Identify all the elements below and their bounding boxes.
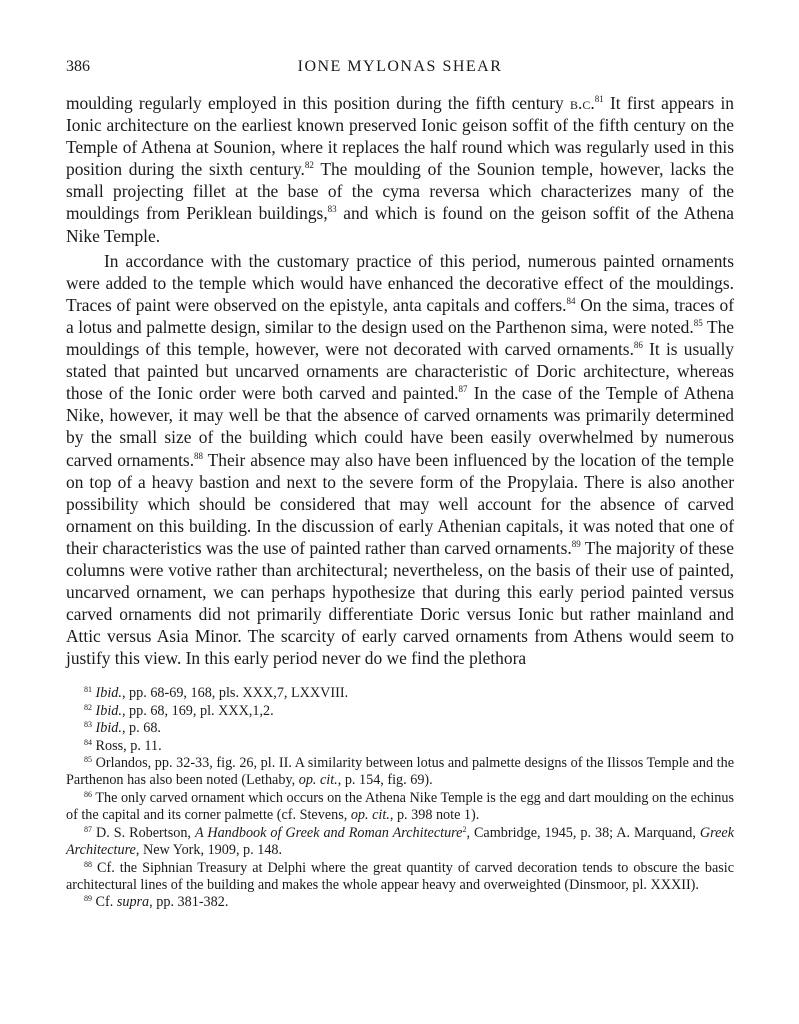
footnote-ref: 85 [693,317,703,328]
paragraph: moulding regularly employed in this position during the fifth century b.c.$^{81}$ It first appears in Ionic architecture on the earliest known preserved Ionic geison soffit of the fifth century on the Temple of Athena at Sounion, where it replaces the half round which was regularly used in this position during the sixth century.$^{82}$ The moulding of the Sounion temple, however, lacks the small projecting fillet at the base of the cyma reversa which characterizes many of the mouldings from Periklean buildings,$^{83}$ and which is found on the geison soffit of the Athena Nike Temple. [66,93,734,246]
page [66,58,734,912]
footnote-ref: 83 [327,204,337,215]
footnote-84: $^{84}$ Ross, p. 11. [84,737,162,754]
page-number: 386 [66,58,90,75]
italic-text: op. cit. [298,772,338,789]
footnote-number: 85 [84,755,92,765]
footnote-number: 81 [84,685,92,695]
footnotes [66,685,734,911]
footnote-ref: 81 [594,94,604,104]
footnote-number: 82 [84,702,92,712]
footnote-82: $^{82}$ Ibid., pp. 68, 169, pl. XXX,1,2. [84,702,274,719]
footnote-89: $^{89}$ Cf. supra, pp. 381-382. [84,894,229,911]
italic-text: supra [116,894,150,911]
footnote-number: 83 [84,720,92,730]
small-caps-text: b.c. [570,93,595,113]
footnote-ref: 87 [458,384,468,395]
footnote-86: $^{86}$ The only carved ornament which occurs on the Athena Nike Temple is the egg and dart moulding on the echinus of the capital and its corner palmette (cf. Stevens, op. cit., p. 398 note 1). [66,789,735,824]
footnote-number: 87 [84,824,92,834]
footnote-ref: 82 [304,160,314,171]
footnote-ref: 86 [633,340,643,351]
italic-text: op. cit. [350,807,390,824]
footnote-ref: 2 [462,824,467,834]
body-text [66,92,734,669]
footnote-85: $^{85}$ Orlandos, pp. 32-33, fig. 26, pl. II. A similarity between lotus and palmette designs of the Ilissos Temple and the Parthenon has also been noted (Lethaby, op. cit., p. 154, fig. 69). [66,755,735,789]
running-head [66,58,734,84]
italic-text: A Handbook of Greek and Roman Architecture [194,824,463,841]
footnote-number: 84 [84,737,92,747]
italic-text: Ibid. [95,685,122,702]
footnote-number: 88 [84,859,92,869]
footnote-ref: 89 [571,538,581,549]
footnote-81: $^{81}$ Ibid., pp. 68-69, 168, pls. XXX,7, LXXVIII. [84,685,349,702]
italic-text: Ibid. [95,702,122,719]
running-title: IONE MYLONAS SHEAR [297,58,503,75]
footnote-87: $^{87}$ D. S. Robertson, A Handbook of Greek and Roman Architecture$^2$, Cambridge, 1945, p. 38; A. Marquand, Greek Architecture, New York, 1909, p. 148. [66,824,735,859]
italic-text: Ibid. [95,720,122,737]
footnote-number: 89 [84,894,92,904]
italic-text: Greek Architecture [66,824,735,859]
paragraph: In accordance with the customary practice of this period, numerous painted ornaments were added to the temple which would have enhanced the decorative effect of the mouldings. Traces of paint were observed on the epistyle, anta capitals and coffers.$^{84}$ On the sima, traces of a lotus and palmette design, similar to the design used on the Parthenon sima, were noted.$^{85}$ The mouldings of this temple, however, were not decorated with carved ornaments.$^{86}$ It is usually stated that painted but uncarved ornaments are characteristic of Doric architecture, whereas those of the Ionic order were both carved and painted.$^{87}$ In the case of the Temple of Athena Nike, however, it may well be that the absence of carved ornaments was primarily determined by the small size of the building which could have been easily overwhelmed by numerous carved ornaments.$^{88}$ Their absence may also have been influenced by the location of the temple on top of a heavy bastion and next to the severe form of the Propylaia. There is also another possibility which should be considered that may well account for the absence of carved ornament on this building. In the discussion of early Athenian capitals, it was noted that one of their characteristics was the use of painted rather than carved ornaments.$^{89}$ The majority of these columns were votive rather than architectural; nevertheless, on the basis of their use of painted, uncarved ornament, we can perhaps hypothesize that during this early period painted versus carved ornaments did not primarily differentiate Doric versus Ionic but rather mainland and Attic versus Asia Minor. The scarcity of early carved ornaments from Athens would seem to justify this view. In this early period never do we find the plethora [66,250,735,669]
footnote-number: 86 [84,789,92,799]
footnote-88: $^{88}$ Cf. the Siphnian Treasury at Delphi where the great quantity of carved decoration tends to obscure the basic architectural lines of the building and makes the whole appear heavy and overweighted (Dinsmoor, pl. XXXII). [66,859,734,893]
footnote-83: $^{83}$ Ibid., p. 68. [84,720,161,737]
footnote-ref: 88 [194,450,204,461]
footnote-ref: 84 [566,295,576,306]
